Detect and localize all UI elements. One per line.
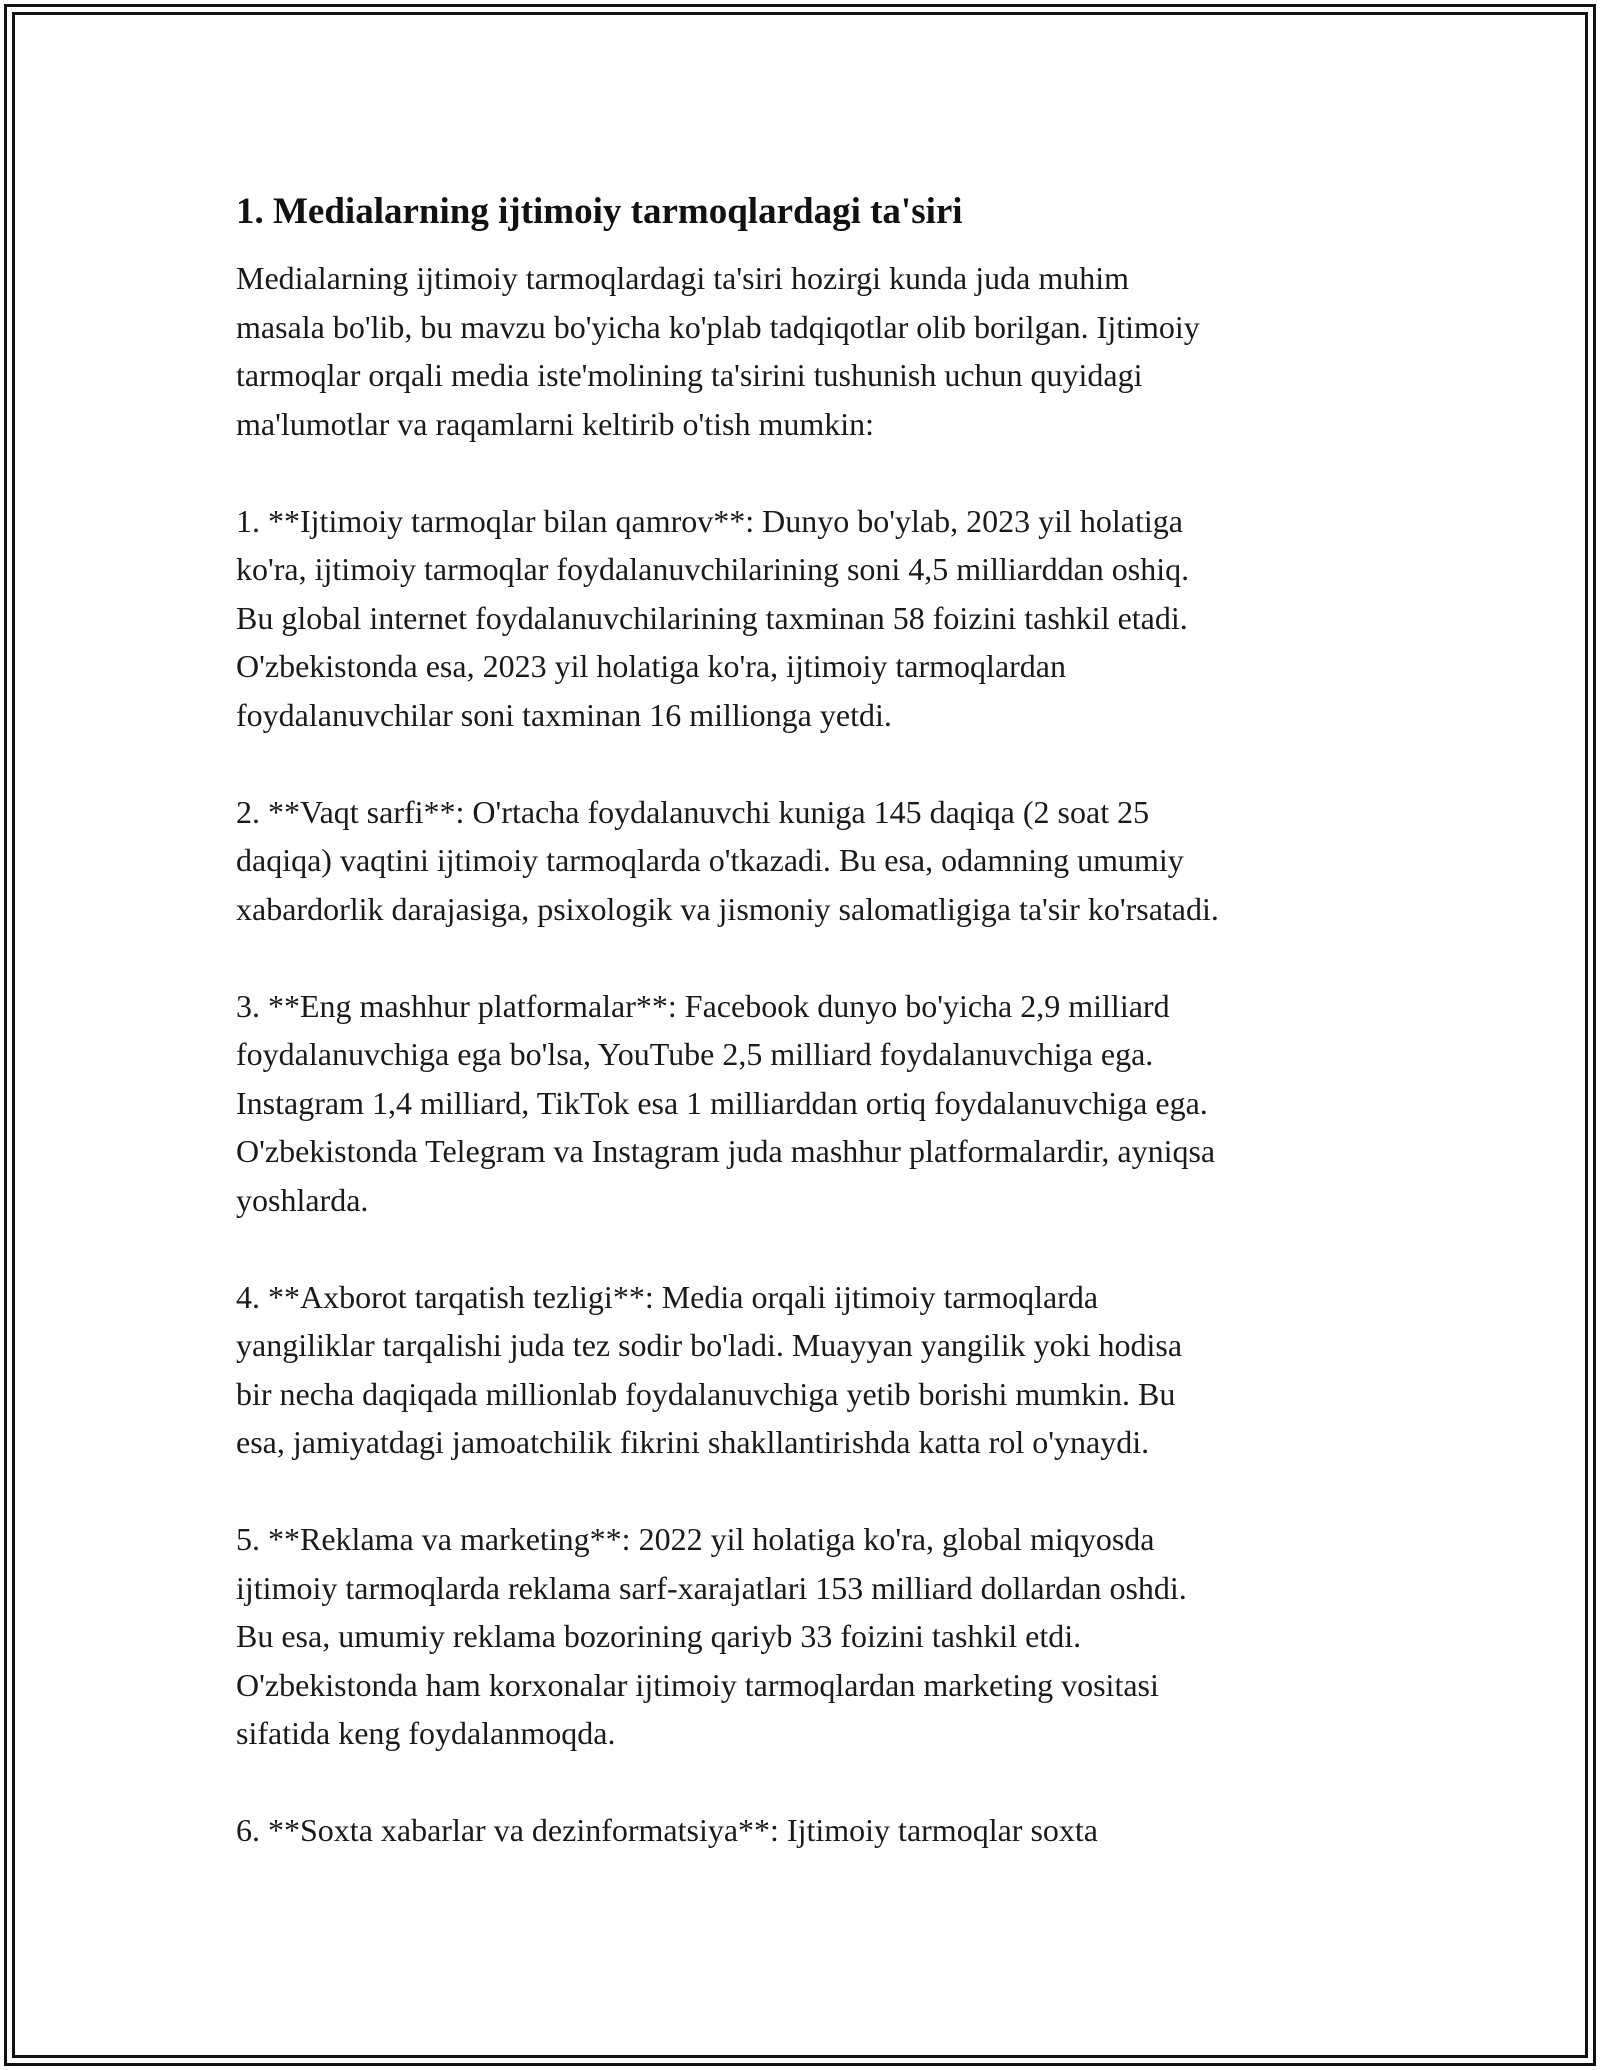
list-item-1: 1. **Ijtimoiy tarmoqlar bilan qamrov**: Dunyo bo'ylab, 2023 yil holatiga ko'ra, ijtimoiy tarmoqlar foydalanuvchilarining soni 4,5 milliarddan oshiq. Bu global internet foydalanuvchilarining taxminan 58 foizini tashkil etadi. O'zbekistonda esa, 2023 yil holatiga ko'ra, ijtimoiy tarmoqlardan foydalanuvchilar soni taxminan 16 millionga yetdi. xyxy=(236,502,1190,733)
list-item-6: 6. **Soxta xabarlar va dezinformatsiya**: Ijtimoiy tarmoqlar soxta xyxy=(236,1812,1098,1848)
list-item-5: 5. **Reklama va marketing**: 2022 yil holatiga ko'ra, global miqyosda ijtimoiy tarmoqlarda reklama sarf-xarajatlari 153 milliard dollardan oshdi. Bu esa, umumiy reklama bozorining qariyb 33 foizini tashkil etdi. O'zbekistonda ham korxonalar ijtimoiy tarmoqlardan marketing vositasi sifatida keng foydalanmoqda. xyxy=(236,1521,1187,1751)
document-body xyxy=(236,186,1376,1855)
document-title: 1. Medialarning ijtimoiy tarmoqlardagi ta'siri xyxy=(236,191,963,232)
list-item-3: 3. **Eng mashhur platformalar**: Facebook dunyo bo'yicha 2,9 milliard foydalanuvchiga ega bo'lsa, YouTube 2,5 milliard foydalanuvchiga ega. Instagram 1,4 milliard, TikTok esa 1 milliarddan ortiq foydalanuvchiga ega. O'zbekistonda Telegram va Instagram juda mashhur platformalardir, ayniqsa yoshlarda. xyxy=(236,987,1216,1218)
list-item-4: 4. **Axborot tarqatish tezligi**: Media orqali ijtimoiy tarmoqlarda yangiliklar tarqalishi juda tez sodir bo'ladi. Muayyan yangilik yoki hodisa bir necha daqiqada millionlab foydalanuvchiga yetib borishi mumkin. Bu esa, jamiyatdagi jamoatchilik fikrini shakllantirishda katta rol o'ynaydi. xyxy=(236,1278,1183,1460)
list-item-2: 2. **Vaqt sarfi**: O'rtacha foydalanuvchi kuniga 145 daqiqa (2 soat 25 daqiqa) vaqtini ijtimoiy tarmoqlarda o'tkazadi. Bu esa, odamning umumiy xabardorlik darajasiga, psixologik va jismoniy salomatligiga ta'sir ko'rsatadi. xyxy=(236,793,1219,927)
intro-paragraph: Medialarning ijtimoiy tarmoqlardagi ta'siri hozirgi kunda juda muhim masala bo'lib, bu mavzu bo'yicha ko'plab tadqiqotlar olib borilgan. Ijtimoiy tarmoqlar orqali media iste'molining ta'sirini tushunish uchun quyidagi ma'lumotlar va raqamlarni keltirib o'tish mumkin: xyxy=(236,260,1200,442)
